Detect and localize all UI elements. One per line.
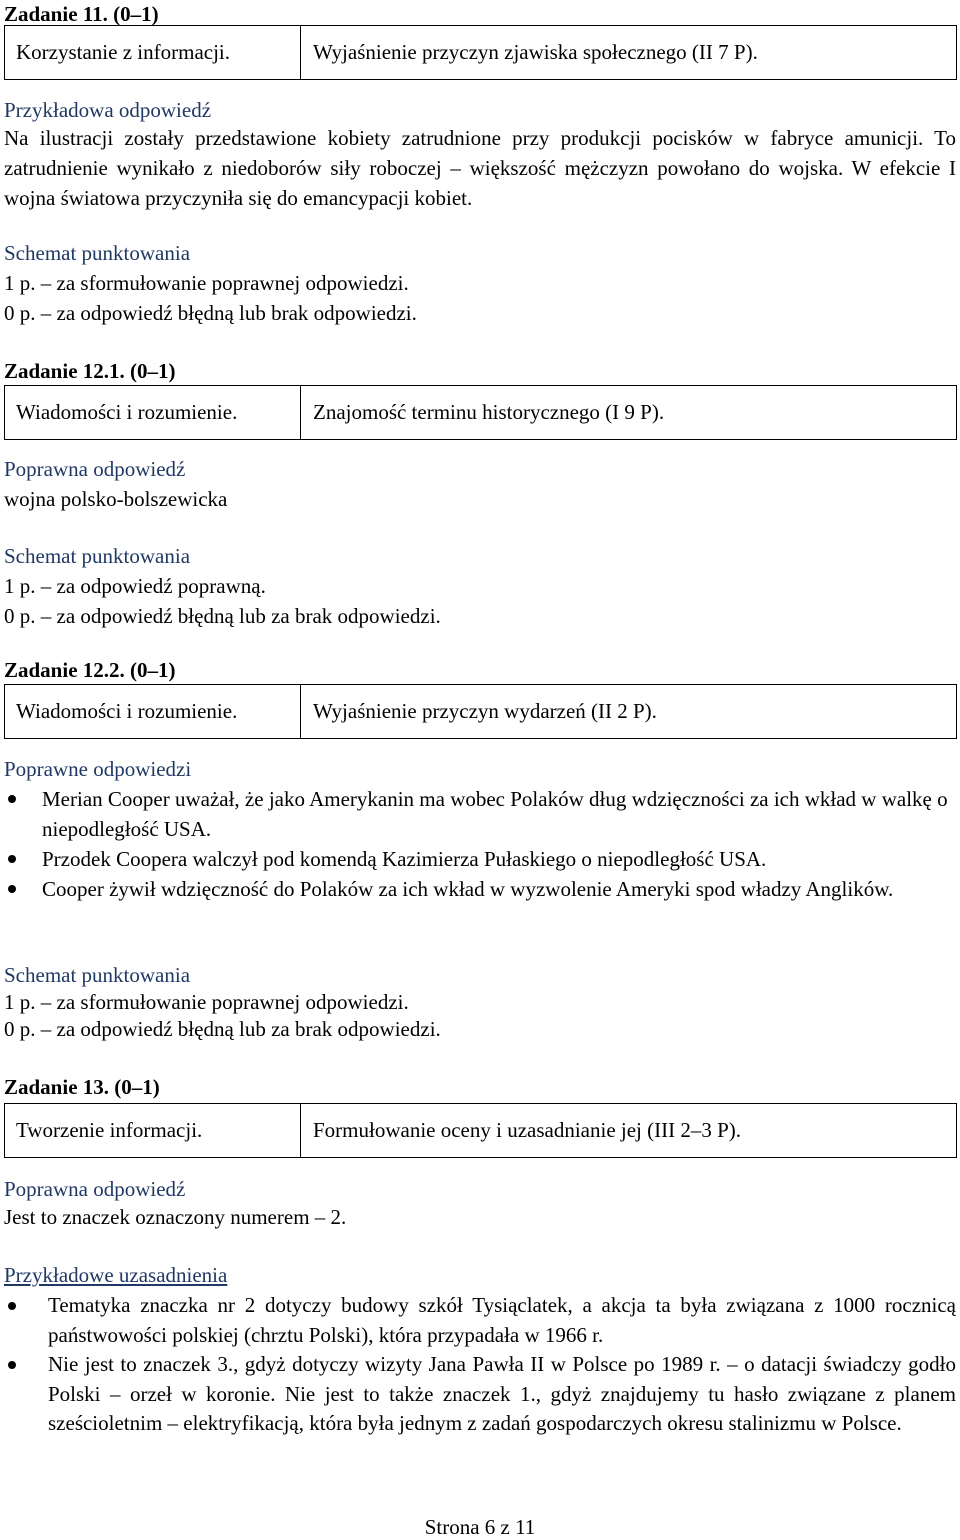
task-11-scoring-label: Schemat punktowania: [4, 241, 191, 265]
list-item: [4, 844, 956, 874]
task-12-1-answer-text: wojna polsko-bolszewicka: [4, 487, 228, 511]
task-12-2-answer-label: Poprawne odpowiedzi: [4, 757, 192, 781]
task-12-2-score-0: 0 p. – za odpowiedź błędną lub za brak odpowiedzi.: [4, 1017, 441, 1041]
bullet-icon: [8, 1361, 16, 1369]
list-item-text: Nie jest to znaczek 3., gdyż dotyczy wizyty Jana Pawła II w Polsce po 1989 r. – o datacji świadczy godło Polski – orzeł w koronie. Nie jest to także znaczek 1., gdyż znajdujemy tu hasło związane z planem sześcioletnim – elektryfikacją, która była jednym z zadań gospodarczych okresu stalinizmu w Polsce.: [48, 1352, 956, 1435]
task-13-specific-requirement: Formułowanie oceny i uzasadnianie jej (III 2–3 P).: [313, 1118, 742, 1142]
task-13-requirements-table: [4, 1103, 957, 1158]
task-13-answer-label: Poprawna odpowiedź: [4, 1177, 186, 1201]
task-12-2-answer-list: [4, 784, 956, 904]
bullet-icon: [8, 855, 16, 863]
list-item: [4, 874, 956, 904]
task-12-2-requirements-table: [4, 684, 957, 739]
task-11-answer-label: Przykładowa odpowiedź: [4, 98, 212, 122]
bullet-icon: [8, 795, 16, 803]
task-12-2-title: Zadanie 12.2. (0–1): [4, 658, 176, 682]
task-11-specific-requirement: Wyjaśnienie przyczyn zjawiska społecznego (II 7 P).: [313, 40, 758, 64]
bullet-icon: [8, 885, 16, 893]
task-12-1-answer-label: Poprawna odpowiedź: [4, 457, 186, 481]
task-11-general-requirement: Korzystanie z informacji.: [5, 26, 301, 79]
task-12-1-title: Zadanie 12.1. (0–1): [4, 359, 176, 383]
task-12-1-requirements-table: [4, 385, 957, 440]
task-12-2-general-requirement: Wiadomości i rozumienie.: [5, 685, 301, 738]
task-12-1-score-1: 1 p. – za odpowiedź poprawną.: [4, 574, 266, 598]
task-12-1-score-0: 0 p. – za odpowiedź błędną lub za brak odpowiedzi.: [4, 604, 441, 628]
task-12-2-scoring-label: Schemat punktowania: [4, 963, 191, 987]
bullet-icon: [8, 1302, 16, 1310]
list-item: [4, 1350, 956, 1439]
task-13-justification-label: Przykładowe uzasadnienia: [4, 1263, 228, 1287]
list-item-text: Merian Cooper uważał, że jako Amerykanin ma wobec Polaków dług wdzięczności za ich wkład w walkę o niepodległość USA.: [42, 787, 948, 841]
task-11-score-0: 0 p. – za odpowiedź błędną lub brak odpowiedzi.: [4, 301, 417, 325]
task-11-title: Zadanie 11. (0–1): [4, 2, 159, 26]
task-12-1-scoring-label: Schemat punktowania: [4, 544, 191, 568]
list-item-text: Przodek Coopera walczył pod komendą Kazimierza Pułaskiego o niepodległość USA.: [42, 847, 767, 871]
task-13-title: Zadanie 13. (0–1): [4, 1075, 160, 1099]
task-12-1-general-requirement: Wiadomości i rozumienie.: [5, 386, 301, 439]
list-item-text: Cooper żywił wdzięczność do Polaków za ich wkład w wyzwolenie Ameryki spod władzy Anglików.: [42, 877, 894, 901]
task-13-justification-list: [4, 1291, 956, 1439]
list-item-text: Tematyka znaczka nr 2 dotyczy budowy szkół Tysiąclatek, a akcja ta była związana z 1000 rocznicą państwowości polskiej (chrztu Polski), która przypadała w 1966 r.: [48, 1293, 956, 1347]
list-item: [4, 1291, 956, 1350]
task-12-2-specific-requirement: Wyjaśnienie przyczyn wydarzeń (II 2 P).: [313, 699, 657, 723]
task-12-1-specific-requirement: Znajomość terminu historycznego (I 9 P).: [313, 400, 665, 424]
list-item: [4, 784, 956, 844]
task-13-answer-text: Jest to znaczek oznaczony numerem – 2.: [4, 1205, 347, 1229]
task-11-requirements-table: [4, 25, 957, 80]
task-11-score-1: 1 p. – za sformułowanie poprawnej odpowiedzi.: [4, 271, 409, 295]
page-number: Strona 6 z 11: [424, 1515, 536, 1539]
task-13-general-requirement: Tworzenie informacji.: [5, 1104, 301, 1157]
task-12-2-score-1: 1 p. – za sformułowanie poprawnej odpowiedzi.: [4, 990, 409, 1014]
task-11-answer-text: Na ilustracji zostały przedstawione kobiety zatrudnione przy produkcji pocisków w fabryce amunicji. To zatrudnienie wynikało z niedoborów siły roboczej – większość mężczyzn powołano do wojska. W efekcie I wojna światowa przyczyniła się do emancypacji kobiet.: [4, 126, 956, 210]
